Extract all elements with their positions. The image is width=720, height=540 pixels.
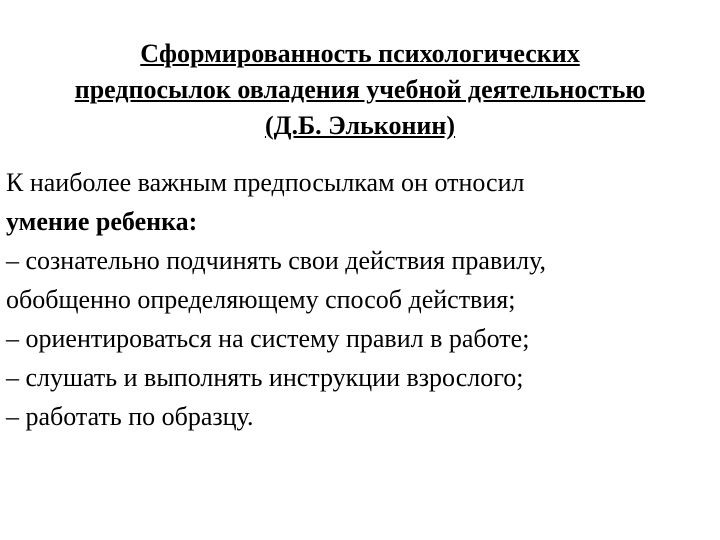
- slide-title: [4, 36, 716, 144]
- emphasis-line: умение ребенка:: [6, 207, 198, 236]
- list-item: – слушать и выполнять инструкции взрослого;: [6, 363, 524, 392]
- title-line-3: (Д.Б. Эльконин): [264, 111, 456, 140]
- list-item: – сознательно подчинять свои действия правилу,: [6, 246, 547, 275]
- list-item: – работать по образцу.: [6, 402, 254, 431]
- slide-body: [6, 163, 714, 436]
- list-item: – ориентироваться на систему правил в работе;: [6, 324, 530, 353]
- list-item: обобщенно определяющему способ действия;: [6, 285, 516, 314]
- title-line-1: Сформированность психологических: [140, 39, 580, 68]
- intro-line: К наиболее важным предпосылкам он относил: [6, 168, 525, 197]
- title-line-2: предпосылок овладения учебной деятельностью: [74, 75, 646, 104]
